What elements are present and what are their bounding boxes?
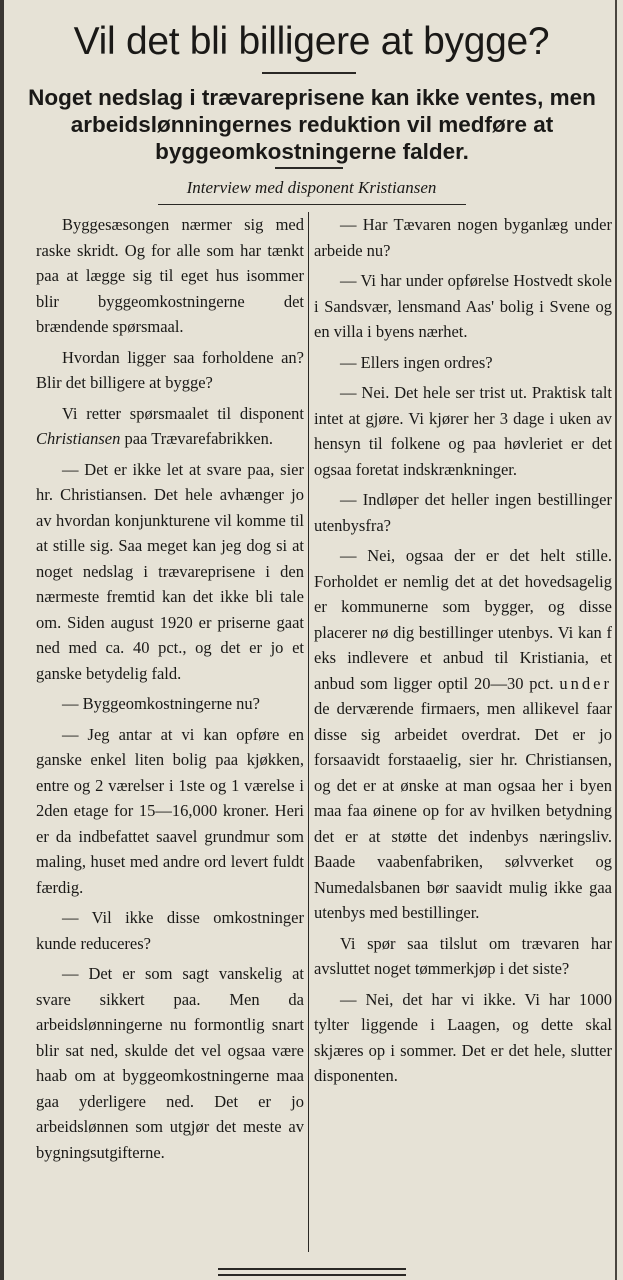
paragraph (314, 543, 612, 926)
subheadline-divider (275, 167, 343, 169)
paragraph: — Nei, det har vi ikke. Vi har 1000 tylter liggende i Laagen, og dette skal skjæres op i sommer. Det er det hele, slutter disponenten. (314, 989, 612, 1085)
spaced-emphasis: under (559, 673, 612, 693)
paragraph: — Nei. Det hele ser trist ut. Praktisk talt intet at gjøre. Vi kjører her 3 dage i uken av hensyn til folkene og paa høvleriet er det ogsaa foretat indskrænkninger. (314, 383, 612, 479)
column-divider (308, 212, 309, 1252)
paragraph (36, 401, 304, 452)
paragraph: — Det er som sagt vanskelig at svare sikkert paa. Men da arbeidslønningerne nu formontlig snart blir sat ned, skulde det vel ogsaa være haab om at byggeomkostningerne maa gaa yderligere ned. Det er jo arbeidslønnen som utgjør det meste av bygningsutgifterne. (36, 964, 304, 1162)
byline-divider (158, 204, 466, 205)
paragraph-text: de derværende firmaers, men allikevel faar disse sig arbeidet overdrat. Det er jo forsaavidt forstaaelig, sier hr. Christiansen, og det er at ønske at man ogsaa her i byen maa faa øinene op for av hvilken betydning det er at støtte det indenbys næringsliv. Baade vaabenfabriken, sølvverket og Numedalsbanen bør saavidt mulig ikke gaa utenbys med bestillinger. (314, 699, 612, 922)
paragraph: — Har Tævaren nogen byganlæg under arbeide nu? (314, 215, 612, 260)
paragraph: — Ellers ingen ordres? (340, 352, 493, 372)
paragraph: Hvordan ligger saa forholdene an? Blir det billigere at bygge? (36, 347, 304, 392)
paragraph: Byggesæsongen nærmer sig med raske skridt. Og for alle som har tænkt paa at lægge sig til eget hus isommer blir byggeomkostningerne det brændende spørsmaal. (36, 215, 304, 336)
paragraph: — Jeg antar at vi kan opføre en ganske enkel liten bolig paa kjøkken, entre og 2 værelser i 1ste og 1 værelse i 2den etage for 15—16,000 kroner. Heri er da indbefattet saavel grundmur som maling, huset med andre ord levert fuldt færdig. (36, 724, 304, 897)
paragraph-text: paa Trævarefabrikken. (120, 429, 273, 448)
paragraph: — Byggeomkostningerne nu? (62, 694, 260, 713)
article-byline: Interview med disponent Kristiansen (186, 178, 437, 197)
person-name: Christiansen (36, 429, 121, 448)
paragraph-text: — Nei, ogsaa der er det helt stille. Forholdet er nemlig det at det hovedsagelig er kommunerne som bygger, og disse placerer nø dig bestillinger utenbys. Vi kan f eks indlevere et anbud til Kristiania, et anbud som ligger optil 20—30 pct. (314, 546, 612, 693)
paragraph: — Det er ikke let at svare paa, sier hr. Christiansen. Det hele avhænger jo av hvordan konjunkturene vil komme til at stille sig. Saa meget kan jeg dog si at noget nedslag i trævareprisene i den nærmeste fremtid kan det ikke bli tale om. Siden august 1920 er priserne gaat ned med ca. 40 pct., og det er jo et ganske betydelig fald. (36, 459, 304, 683)
article-headline: Vil det bli billigere at bygge? (73, 20, 550, 63)
left-column (36, 212, 304, 1170)
paragraph-text: Vi retter spørsmaalet til disponent (62, 403, 304, 423)
right-column (314, 212, 612, 1094)
paragraph: — Indløper det heller ingen bestillinger utenbysfra? (314, 490, 612, 535)
paragraph: — Vi har under opførelse Hostvedt skole i Sandsvær, lensmand Aas' bolig i Svene og en villa i byens nærhet. (314, 271, 612, 341)
headline-divider (262, 72, 356, 74)
paragraph: Vi spør saa tilslut om trævaren har avsluttet noget tømmerkjøp i det siste? (314, 933, 612, 978)
paragraph: — Vil ikke disse omkostninger kunde reduceres? (36, 908, 304, 953)
article-subheadline: Noget nedslag i trævareprisene kan ikke ventes, men arbeidslønningernes reduktion vil medføre at byggeomkostningerne falder. (28, 85, 596, 164)
end-rule (218, 1274, 406, 1276)
end-rule (218, 1268, 406, 1270)
